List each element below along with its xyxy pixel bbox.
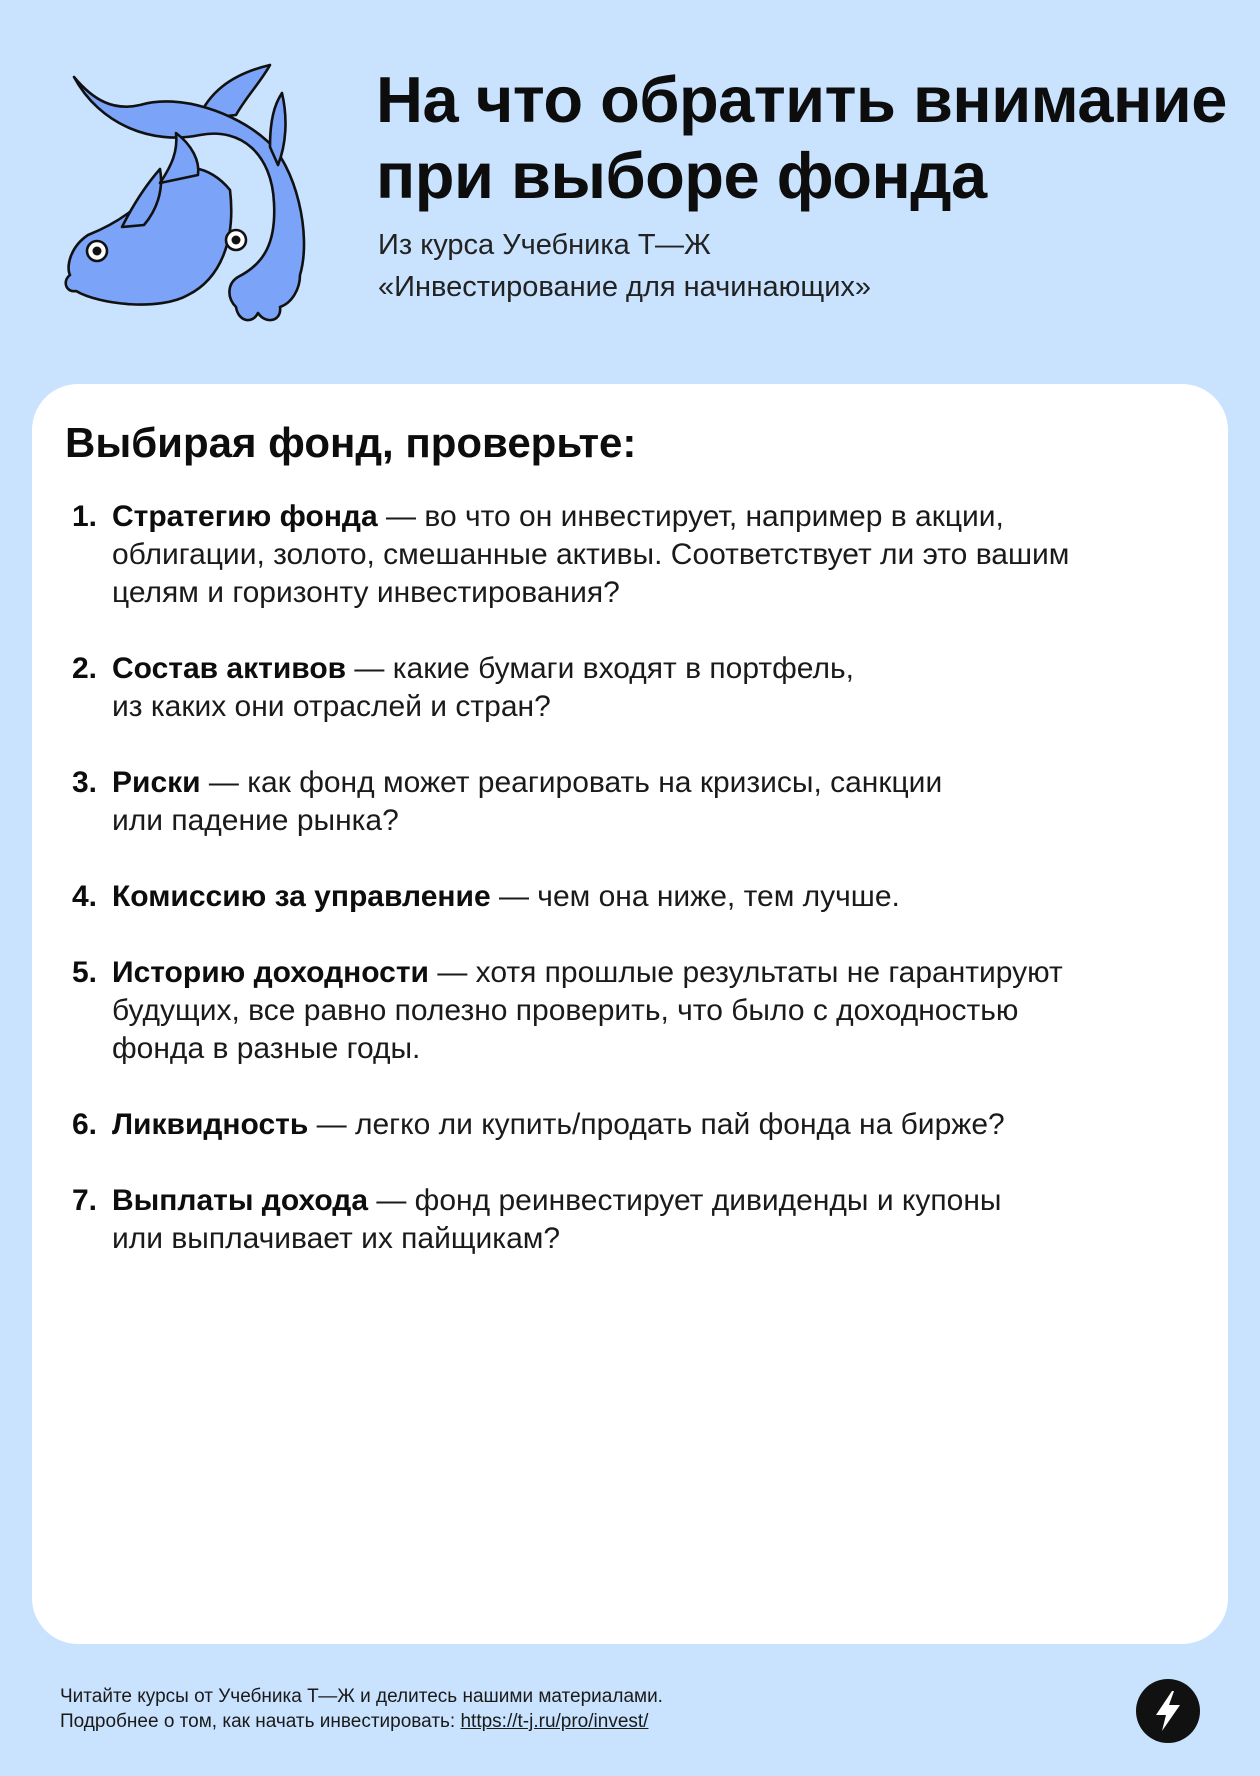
item-line	[112, 1106, 1202, 1144]
lightning-bolt-logo-icon[interactable]	[1136, 1679, 1200, 1743]
item-description: — легко ли купить/продать пай фонда на бирже?	[308, 1108, 1005, 1141]
invest-course-link[interactable]: https://t-j.ru/pro/invest/	[460, 1711, 649, 1732]
list-item	[72, 878, 1202, 916]
item-term: Состав активов	[112, 652, 347, 685]
footer-line: Читайте курсы от Учебника Т—Ж и делитесь нашими материалами.	[60, 1686, 663, 1707]
item-number: 5.	[72, 956, 98, 989]
footer-line	[60, 1709, 663, 1734]
item-term: Риски	[112, 766, 201, 799]
item-line: фонда в разные годы.	[112, 1032, 421, 1065]
item-text	[112, 764, 1202, 840]
item-text	[112, 650, 1202, 726]
list-item	[72, 1106, 1202, 1144]
item-term: Историю доходности	[112, 956, 429, 989]
item-description: — во что он инвестирует, например в акции,	[377, 500, 1004, 533]
item-description: — фонд реинвестирует дивиденды и купоны	[368, 1184, 1002, 1217]
subtitle-line: «Инвестирование для начинающих»	[378, 271, 872, 303]
item-line: целям и горизонту инвестирования?	[112, 576, 620, 609]
item-line	[112, 1182, 1202, 1220]
item-line	[112, 954, 1202, 992]
item-number: 2.	[72, 652, 98, 685]
footer	[60, 1684, 663, 1734]
item-line	[112, 498, 1202, 536]
item-number: 6.	[72, 1108, 98, 1141]
item-description: — какие бумаги входят в портфель,	[346, 652, 854, 685]
page-subtitle	[378, 224, 1238, 308]
item-number: 3.	[72, 766, 98, 799]
item-description: — чем она ниже, тем лучше.	[490, 880, 900, 913]
list-item	[72, 954, 1202, 1068]
list-item	[72, 498, 1202, 612]
list-item	[72, 1182, 1202, 1258]
item-term: Стратегию фонда	[112, 500, 378, 533]
item-term: Комиссию за управление	[112, 880, 491, 913]
item-line: или выплачивает их пайщикам?	[112, 1222, 561, 1255]
page-title	[376, 62, 1236, 214]
pisces-fish-illustration	[60, 35, 325, 345]
page-title-line: при выборе фонда	[376, 139, 987, 212]
list-item	[72, 650, 1202, 726]
item-text	[112, 498, 1202, 612]
checklist-card	[32, 384, 1228, 1644]
item-term: Выплаты дохода	[112, 1184, 369, 1217]
list-item	[72, 764, 1202, 840]
item-number: 4.	[72, 880, 98, 913]
footer-link-prefix: Подробнее о том, как начать инвестировать:	[60, 1711, 461, 1732]
item-number: 1.	[72, 500, 98, 533]
subtitle-line: Из курса Учебника Т—Ж	[378, 229, 711, 261]
item-line	[112, 650, 1202, 688]
item-line	[112, 878, 1202, 916]
item-description: — как фонд может реагировать на кризисы, санкции	[200, 766, 943, 799]
item-text	[112, 954, 1202, 1068]
item-number: 7.	[72, 1184, 98, 1217]
item-line	[112, 764, 1202, 802]
item-text	[112, 1182, 1202, 1258]
item-line: будущих, все равно полезно проверить, что было с доходностью	[112, 994, 1019, 1027]
item-description: — хотя прошлые результаты не гарантируют	[429, 956, 1063, 989]
item-term: Ликвидность	[112, 1108, 309, 1141]
page-title-line: На что обратить внимание	[376, 63, 1227, 136]
checklist	[72, 498, 1202, 1296]
item-line: или падение рынка?	[112, 804, 399, 837]
item-text	[112, 878, 1202, 916]
item-line: из каких они отраслей и стран?	[112, 690, 551, 723]
checklist-heading: Выбирая фонд, проверьте:	[65, 419, 637, 466]
item-line: облигации, золото, смешанные активы. Соответствует ли это вашим	[112, 538, 1070, 571]
item-text	[112, 1106, 1202, 1144]
